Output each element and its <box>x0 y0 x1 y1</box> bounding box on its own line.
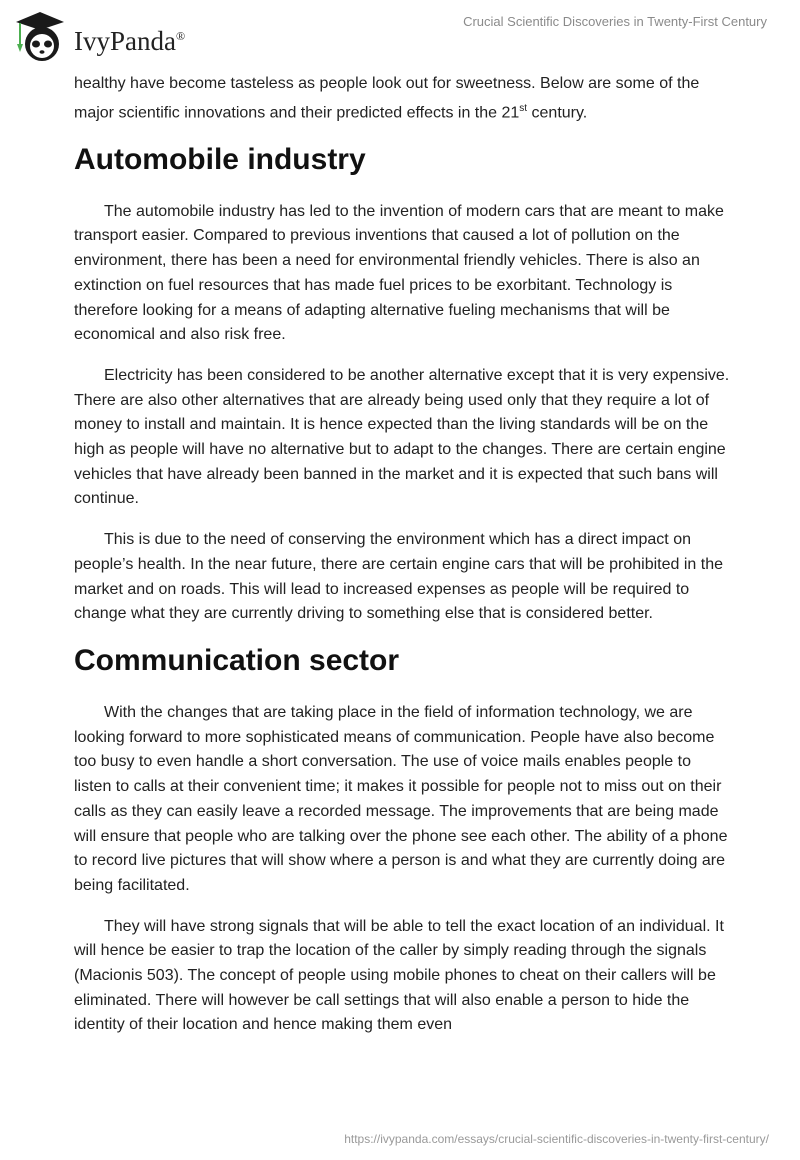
section-heading-automobile: Automobile industry <box>74 142 366 176</box>
logo-text: IvyPanda® <box>74 25 186 56</box>
document-title: Crucial Scientific Discoveries in Twenty-First Century <box>463 14 767 29</box>
section-heading-communication: Communication sector <box>74 643 400 677</box>
paragraph: With the changes that are taking place in the field of information technology, we are looking forward to more sophisticated means of communication. People have also become too busy to even handle a short conversation. The use of voice mails enables people to listen to calls at their convenient time; it makes it possible for people not to miss out on their calls as they can easily leave a recorded message. The improvements that are being made will ensure that people who are talking over the phone see each other. The ability of a phone to record live pictures that will show where a person is and what they are currently doing are being facilitated. <box>74 703 728 894</box>
paragraph: This is due to the need of conserving the environment which has a direct impact on people’s health. In the near future, there are certain engine cars that will be prohibited in the market and on roads. This will lead to increased expenses as people will be required to change what they are currently driving to something else that is considered better. <box>74 531 724 623</box>
intro-paragraph: healthy have become tasteless as people look out for sweetness. Below are some of the major scientific innovations and their predicted effects in the 21st century. <box>74 75 700 122</box>
essay-content <box>74 72 730 1054</box>
panda-graduate-icon <box>12 8 68 64</box>
paragraph: They will have strong signals that will be able to tell the exact location of an individual. It will hence be easier to trap the location of the caller by simply reading through the signals (Macionis 503). The concept of people using mobile phones to cheat on their callers will be eliminated. There will however be call settings that will also enable a person to hide the identity of their location and hence making them even <box>74 917 724 1034</box>
paragraph: The automobile industry has led to the invention of modern cars that are meant to make transport easier. Compared to previous inventions that caused a lot of pollution on the environment, there has been a need for environmental friendly vehicles. There is also an extinction on fuel resources that has made fuel prices to be exorbitant. Technology is therefore looking for a means of adapting alternative fueling mechanisms that will be economical and also risk free. <box>74 202 724 344</box>
ivypanda-logo[interactable] <box>12 8 185 64</box>
paragraph: Electricity has been considered to be another alternative except that it is very expensive. There are also other alternatives that are already being used only that they require a lot of money to install and maintain. It is hence expected than the living standards will be on the high as people will have no alternative but to adapt to the changes. There are certain engine vehicles that have already been banned in the market and it is expected that such bans will continue. <box>74 366 730 508</box>
source-url[interactable]: https://ivypanda.com/essays/crucial-scientific-discoveries-in-twenty-first-century/ <box>344 1132 769 1146</box>
